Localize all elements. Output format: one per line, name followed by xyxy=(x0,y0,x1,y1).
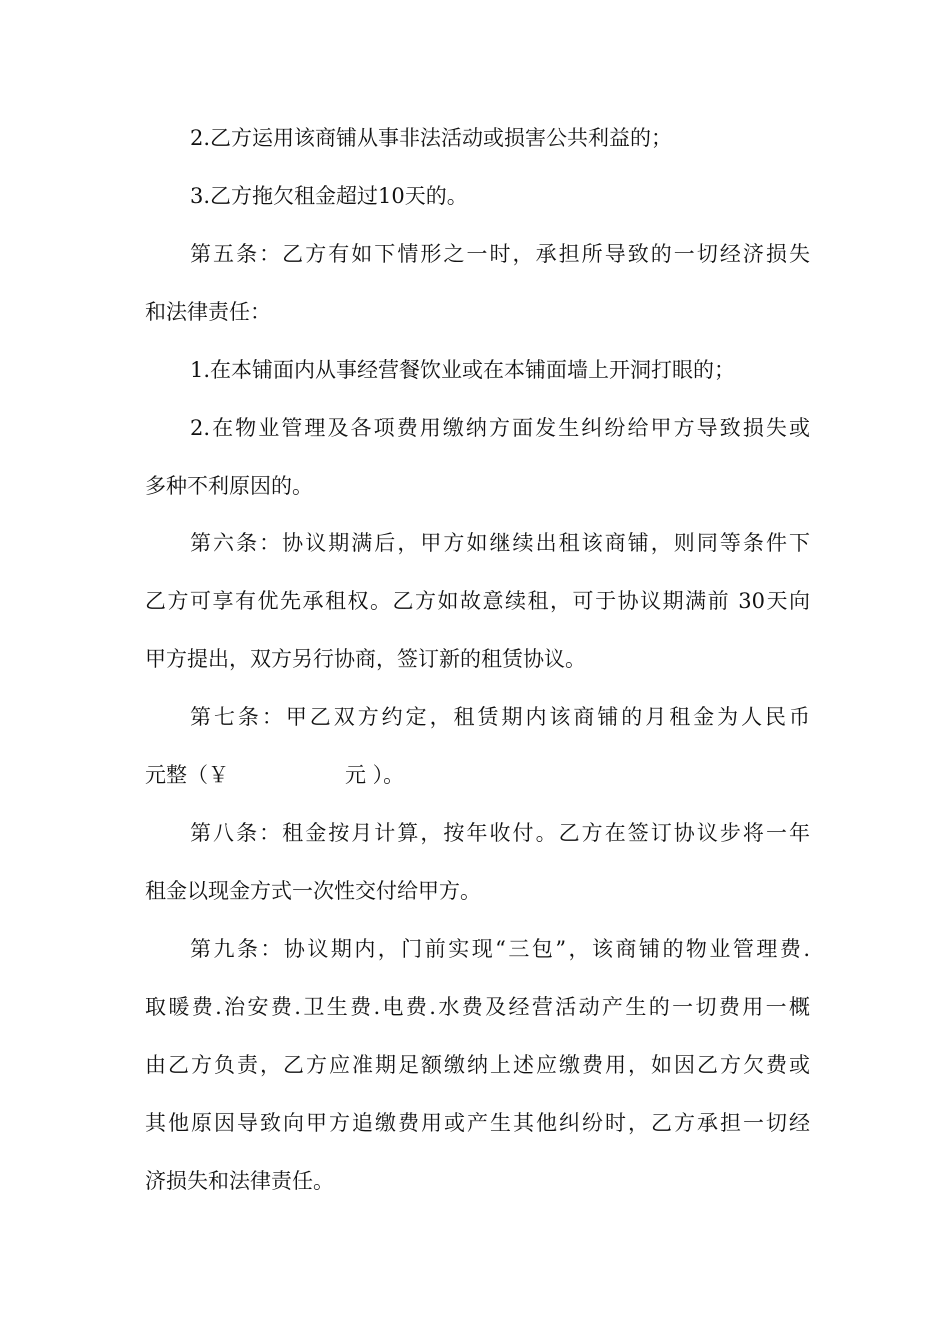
clause-line: 多种不利原因的。 xyxy=(145,474,313,498)
clause-line: 取暖费.治安费.卫生费.电费.水费及经营活动产生的一切费用一概 xyxy=(145,995,810,1019)
clause-line: 乙方可享有优先承租权。乙方如故意续租，可于协议期满前 30天向 xyxy=(145,589,810,613)
clause-line: 甲方提出，双方另行协商，签订新的租赁协议。 xyxy=(145,647,586,671)
clause-five-heading: 第五条：乙方有如下情形之一时，承担所导致的一切经济损失 xyxy=(190,242,810,266)
clause-line: 和法律责任： xyxy=(145,300,271,324)
rent-suffix: 元 ）。 xyxy=(345,763,405,787)
clause-seven-heading: 第七条：甲乙双方约定，租赁期内该商铺的月租金为人民币 xyxy=(190,705,810,729)
clause-line: 济损失和法律责任。 xyxy=(145,1169,334,1193)
clause-nine-heading: 第九条：协议期内，门前实现“三包”，该商铺的物业管理费. xyxy=(190,937,810,961)
clause-six-heading: 第六条：协议期满后，甲方如继续出租该商铺，则同等条件下 xyxy=(190,531,810,555)
clause-line: 1.在本铺面内从事经营餐饮业或在本铺面墙上开洞打眼的； xyxy=(190,358,736,382)
clause-line: 2.乙方运用该商铺从事非法活动或损害公共利益的； xyxy=(190,126,673,150)
clause-line: 由乙方负责，乙方应准期足额缴纳上述应缴费用，如因乙方欠费或 xyxy=(145,1053,810,1077)
clause-line: 租金以现金方式一次性交付给甲方。 xyxy=(145,879,481,903)
rent-amount-line xyxy=(145,755,810,795)
clause-line: 3.乙方拖欠租金超过10天的。 xyxy=(190,184,468,208)
rent-prefix: 元整（￥ xyxy=(145,763,229,787)
clause-line: 其他原因导致向甲方追缴费用或产生其他纠纷时，乙方承担一切经 xyxy=(145,1111,810,1135)
clause-line: 2.在物业管理及各项费用缴纳方面发生纠纷给甲方导致损失或 xyxy=(190,416,810,440)
clause-eight-heading: 第八条：租金按月计算，按年收付。乙方在签订协议步将一年 xyxy=(190,821,810,845)
